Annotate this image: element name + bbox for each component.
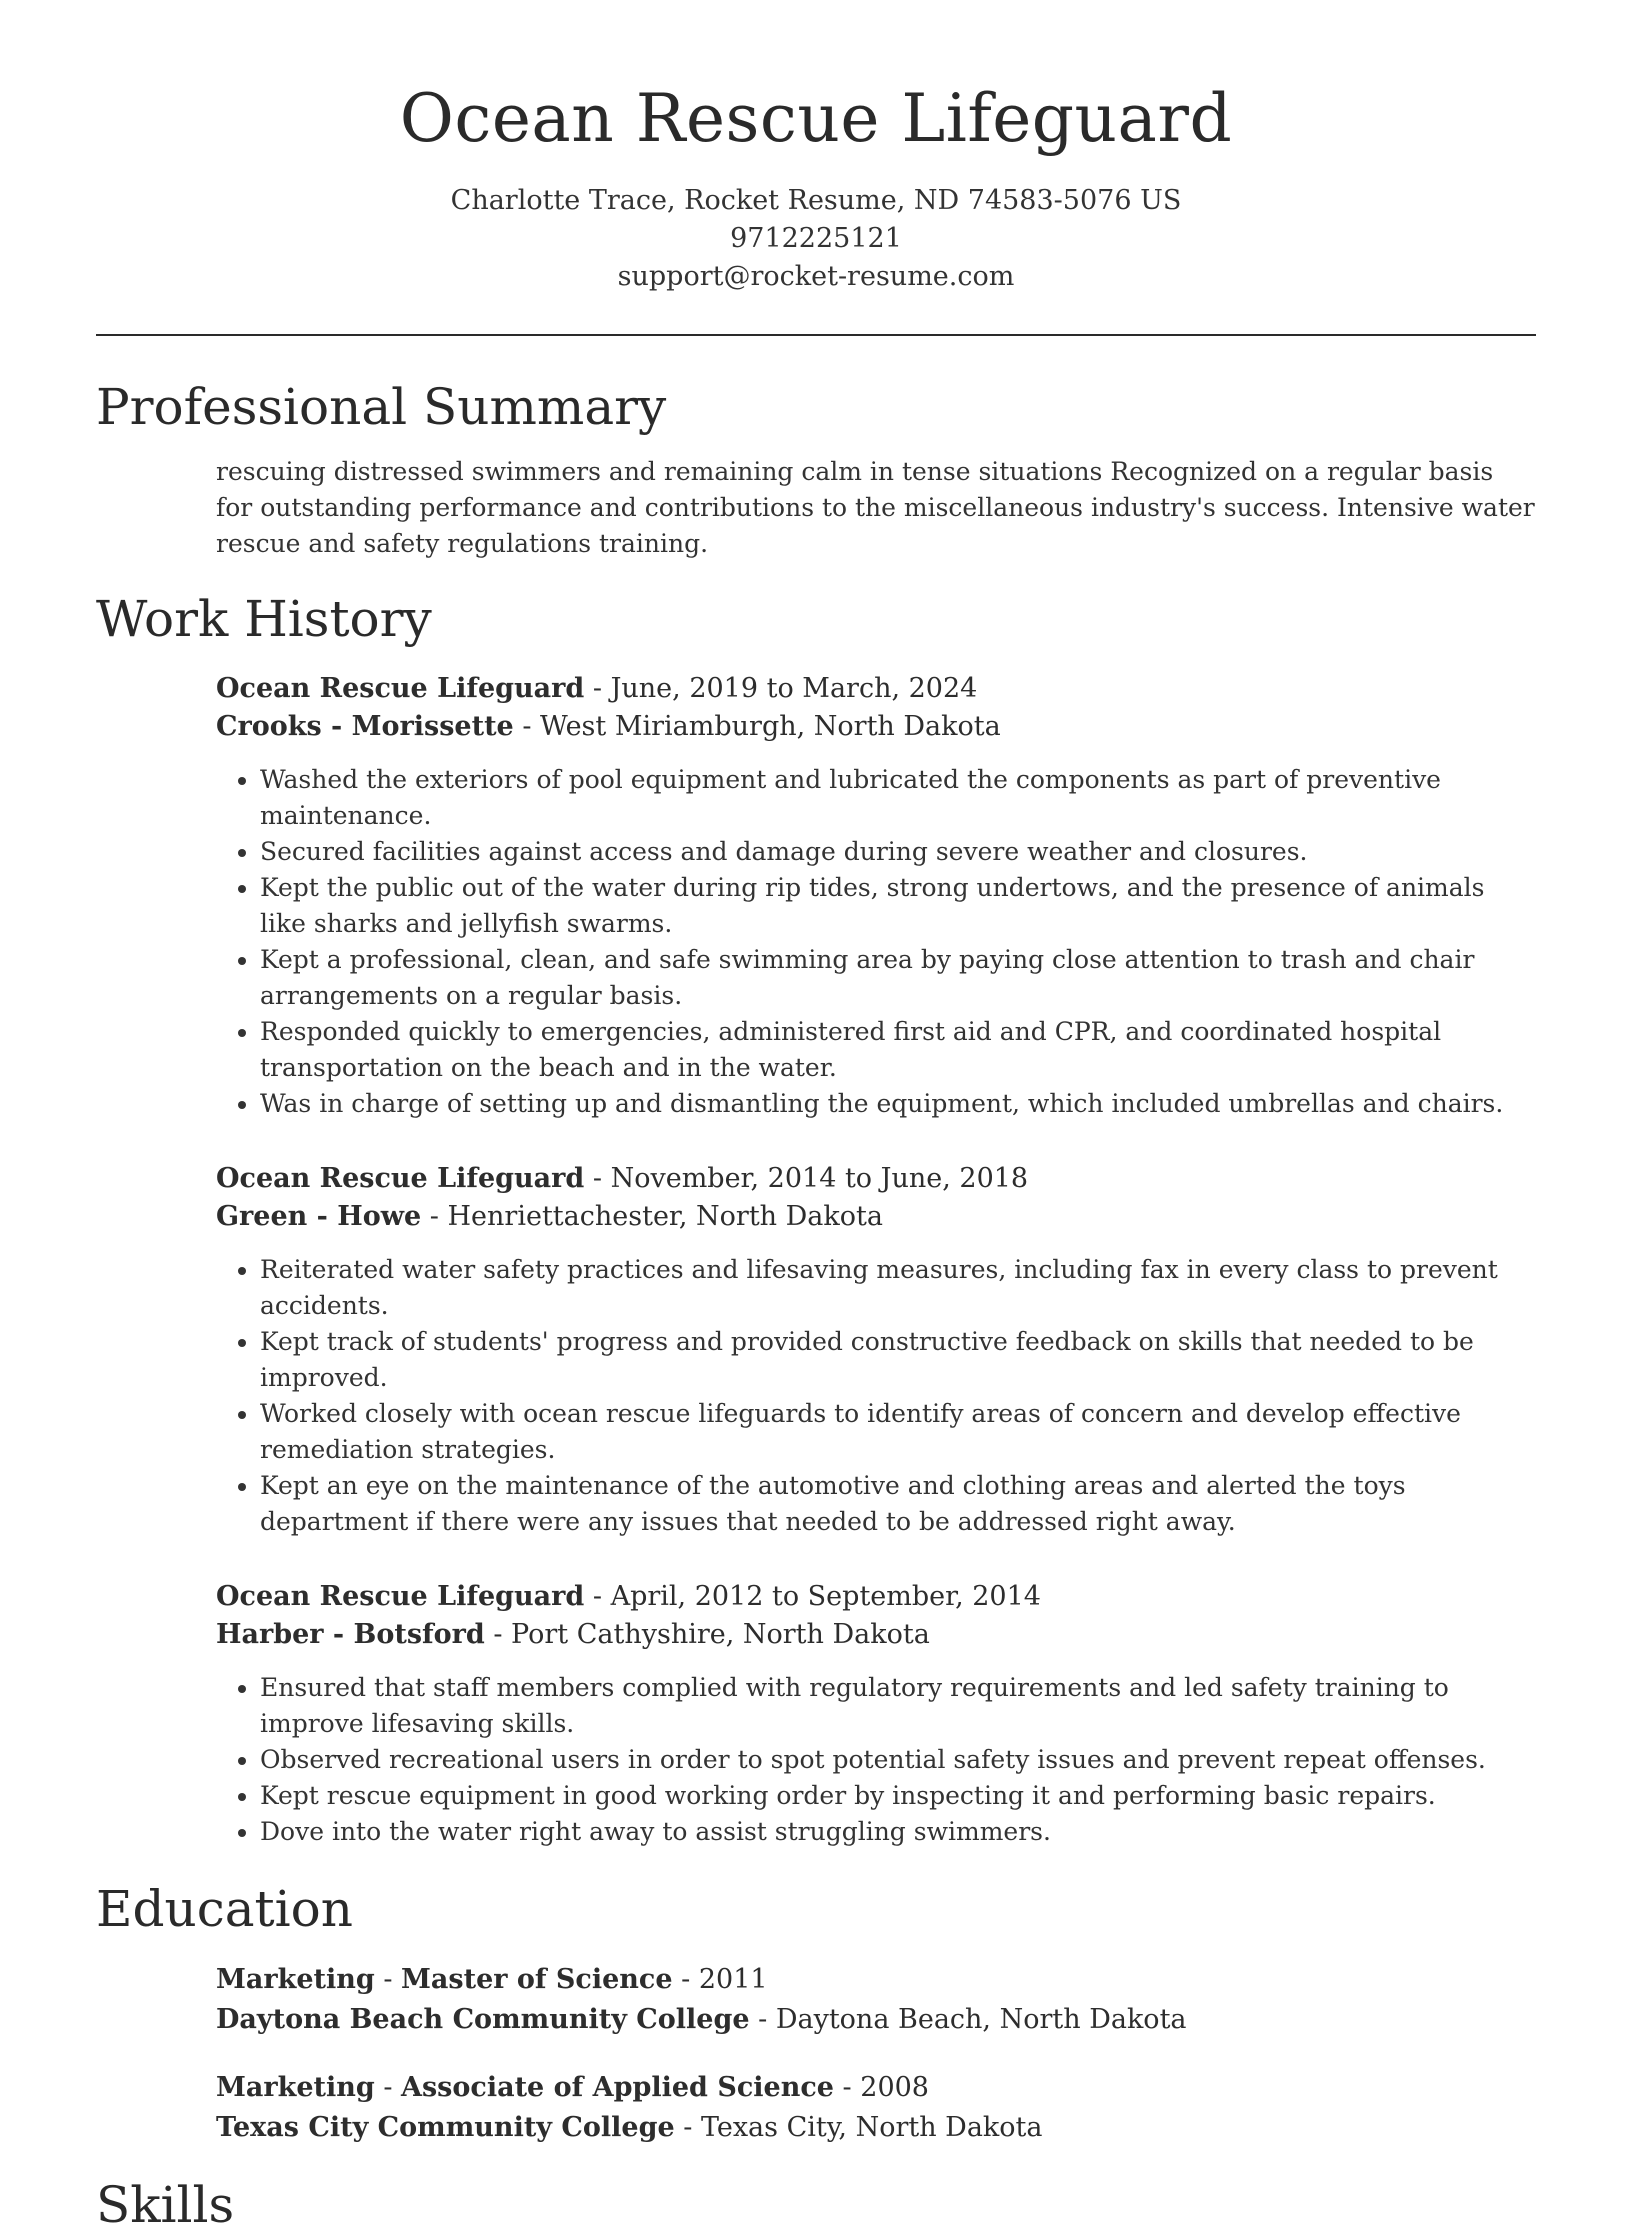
job-role: Ocean Rescue Lifeguard (216, 673, 585, 704)
edu-school: Texas City Community College (216, 2112, 675, 2143)
duty-item: • Worked closely with ocean rescue lifeguards to identify areas of concern and develop effective remediation strategies. (260, 1396, 1536, 1468)
job-role: Ocean Rescue Lifeguard (216, 1581, 585, 1612)
edu-field: Marketing (216, 1964, 375, 1995)
summary-section (216, 454, 1536, 562)
duty-item: • Was in charge of setting up and dismantling the equipment, which included umbrellas and chairs. (260, 1086, 1536, 1122)
job-company: Green - Howe (216, 1201, 422, 1232)
school-line: Texas City Community College - Texas City, North Dakota (216, 2112, 1043, 2143)
contact-email: support@rocket-resume.com (617, 261, 1015, 292)
skills-heading: Skills (96, 2176, 235, 2234)
contact-block (96, 182, 1536, 296)
job-dates: June, 2019 to March, 2024 (610, 673, 978, 704)
education-heading: Education (96, 1880, 353, 1938)
duty-item: • Washed the exteriors of pool equipment and lubricated the components as part of preventive maintenance. (260, 762, 1536, 834)
duty-item: • Responded quickly to emergencies, administered first aid and CPR, and coordinated hospital transportation on the beach and in the water. (260, 1014, 1536, 1086)
job-role: Ocean Rescue Lifeguard (216, 1163, 585, 1194)
degree-line: Marketing - Associate of Applied Science - 2008 (216, 2072, 929, 2103)
duty-item: • Kept the public out of the water during rip tides, strong undertows, and the presence of animals like sharks and jellyfish swarms. (260, 870, 1536, 942)
edu-school: Daytona Beach Community College (216, 2004, 750, 2035)
job-location: West Miriamburgh, North Dakota (540, 711, 1001, 742)
job-company: Harber - Botsford (216, 1619, 485, 1650)
school-line: Daytona Beach Community College - Daytona Beach, North Dakota (216, 2004, 1187, 2035)
job-duties (216, 1670, 1536, 1850)
edu-year: 2011 (698, 1964, 768, 1995)
duty-item: • Kept rescue equipment in good working order by inspecting it and performing basic repairs. (260, 1778, 1536, 1814)
resume-header (96, 80, 1536, 296)
duty-item: • Kept a professional, clean, and safe swimming area by paying close attention to trash and chair arrangements on a regular basis. (260, 942, 1536, 1014)
duty-item: • Reiterated water safety practices and lifesaving measures, including fax in every class to prevent accidents. (260, 1252, 1536, 1324)
job-title-line: Ocean Rescue Lifeguard - November, 2014 to June, 2018 (216, 1163, 1029, 1194)
job-duties (216, 762, 1536, 1122)
edu-degree: Associate of Applied Science (401, 2072, 834, 2103)
job-entry (216, 670, 1536, 1122)
duty-item: • Kept an eye on the maintenance of the automotive and clothing areas and alerted the toys department if there were any issues that needed to be addressed right away. (260, 1468, 1536, 1540)
duty-item: • Secured facilities against access and damage during severe weather and closures. (260, 834, 1536, 870)
job-location: Port Cathyshire, North Dakota (511, 1619, 930, 1650)
edu-degree: Master of Science (401, 1964, 673, 1995)
job-company-line: Crooks - Morissette - West Miriamburgh, North Dakota (216, 711, 1001, 742)
resume-page (96, 0, 1536, 2234)
degree-line: Marketing - Master of Science - 2011 (216, 1964, 768, 1995)
job-company-line: Harber - Botsford - Port Cathyshire, North Dakota (216, 1619, 930, 1650)
job-entry (216, 1160, 1536, 1540)
edu-location: Daytona Beach, North Dakota (775, 2004, 1187, 2035)
candidate-name: Ocean Rescue Lifeguard (399, 80, 1233, 157)
contact-phone: 9712225121 (730, 223, 902, 254)
edu-year: 2008 (860, 2072, 929, 2103)
job-title-line: Ocean Rescue Lifeguard - April, 2012 to September, 2014 (216, 1581, 1041, 1612)
job-company-line: Green - Howe - Henriettachester, North Dakota (216, 1201, 883, 1232)
duty-item: • Dove into the water right away to assist struggling swimmers. (260, 1814, 1536, 1850)
duty-item: • Kept track of students' progress and provided constructive feedback on skills that needed to be improved. (260, 1324, 1536, 1396)
contact-address: Charlotte Trace, Rocket Resume, ND 74583-5076 US (450, 185, 1182, 216)
header-divider (96, 334, 1536, 336)
summary-text: rescuing distressed swimmers and remaining calm in tense situations Recognized on a regular basis for outstanding performance and contributions to the miscellaneous industry's success. Intensive water rescue and safety regulations training. (216, 457, 1535, 558)
job-title-line: Ocean Rescue Lifeguard - June, 2019 to March, 2024 (216, 673, 978, 704)
job-dates: November, 2014 to June, 2018 (610, 1163, 1029, 1194)
education-section (216, 1960, 1536, 2148)
duty-item: • Observed recreational users in order to spot potential safety issues and prevent repeat offenses. (260, 1742, 1536, 1778)
education-entry (216, 1960, 1536, 2040)
job-duties (216, 1252, 1536, 1540)
job-entry (216, 1578, 1536, 1850)
edu-field: Marketing (216, 2072, 375, 2103)
duty-item: • Ensured that staff members complied with regulatory requirements and led safety training to improve lifesaving skills. (260, 1670, 1536, 1742)
work-history-section (216, 670, 1536, 1850)
edu-location: Texas City, North Dakota (700, 2112, 1043, 2143)
education-entry (216, 2068, 1536, 2148)
work-history-heading: Work History (96, 590, 432, 648)
job-company: Crooks - Morissette (216, 711, 514, 742)
job-dates: April, 2012 to September, 2014 (610, 1581, 1041, 1612)
job-location: Henriettachester, North Dakota (447, 1201, 883, 1232)
summary-heading: Professional Summary (96, 378, 667, 436)
